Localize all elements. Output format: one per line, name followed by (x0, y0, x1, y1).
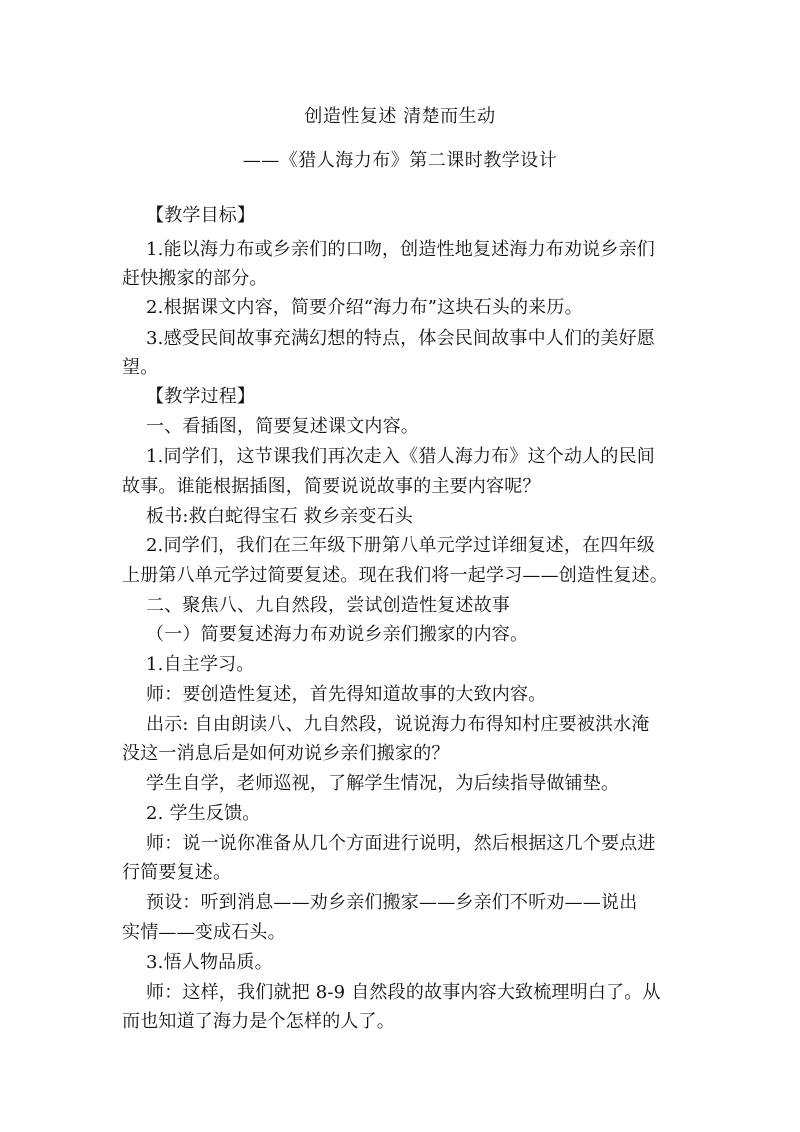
body-line: 二、聚焦八、九自然段，尝试创造性复述故事 (146, 595, 510, 616)
body-line: 2. 学生反馈。 (146, 803, 261, 824)
body-line: 行简要复述。 (122, 862, 232, 883)
body-line: 师：说一说你准备从几个方面进行说明，然后根据这几个要点进 (146, 833, 656, 854)
body-line: 板书:救白蛇得宝石 救乡亲变石头 (146, 506, 413, 527)
body-line: 一、看插图，简要复述课文内容。 (146, 416, 419, 437)
section-heading-objectives: 【教学目标】 (146, 205, 256, 226)
body-line: 学生自学，老师巡视，了解学生情况，为后续指导做铺垫。 (146, 773, 620, 794)
body-line: 师：要创造性复述，首先得知道故事的大致内容。 (146, 684, 547, 705)
body-line: 2.同学们，我们在三年级下册第八单元学过详细复述，在四年级 (146, 535, 655, 556)
body-line: 1.自主学习。 (146, 654, 255, 675)
body-line: 赶快搬家的部分。 (122, 268, 268, 289)
body-line: 预设：听到消息——劝乡亲们搬家——乡亲们不听劝——说出 (146, 892, 638, 913)
body-line: 师：这样，我们就把 8-9 自然段的故事内容大致梳理明白了。从 (146, 982, 661, 1003)
body-line: 1.能以海力布或乡亲们的口吻，创造性地复述海力布劝说乡亲们 (146, 239, 655, 260)
body-line: 故事。谁能根据插图，简要说说故事的主要内容呢？ (122, 476, 541, 497)
body-line: 3.感受民间故事充满幻想的特点，体会民间故事中人们的美好愿 (146, 328, 655, 349)
body-line: 而也知道了海力是个怎样的人了。 (122, 1011, 395, 1032)
body-line: 1.同学们，这节课我们再次走入《猎人海力布》这个动人的民间 (146, 446, 655, 467)
body-line: 望。 (122, 357, 159, 378)
body-line: 3.悟人物品质。 (146, 952, 273, 973)
body-line: 没这一消息后是如何劝说乡亲们搬家的？ (122, 743, 450, 764)
body-line: 上册第八单元学过简要复述。现在我们将一起学习——创造性复述。 (122, 565, 668, 586)
document-subtitle: ——《猎人海力布》第二课时教学设计 (242, 150, 558, 171)
body-line: 出示: 自由朗读八、九自然段，说说海力布得知村庄要被洪水淹 (146, 714, 650, 735)
document-title: 创造性复述 清楚而生动 (304, 106, 496, 127)
body-line: 2.根据课文内容，简要介绍“海力布”这块石头的来历。 (146, 297, 583, 318)
body-line: （一）简要复述海力布劝说乡亲们搬家的内容。 (146, 624, 529, 645)
body-line: 实情——变成石头。 (122, 922, 286, 943)
section-heading-process: 【教学过程】 (146, 386, 256, 407)
